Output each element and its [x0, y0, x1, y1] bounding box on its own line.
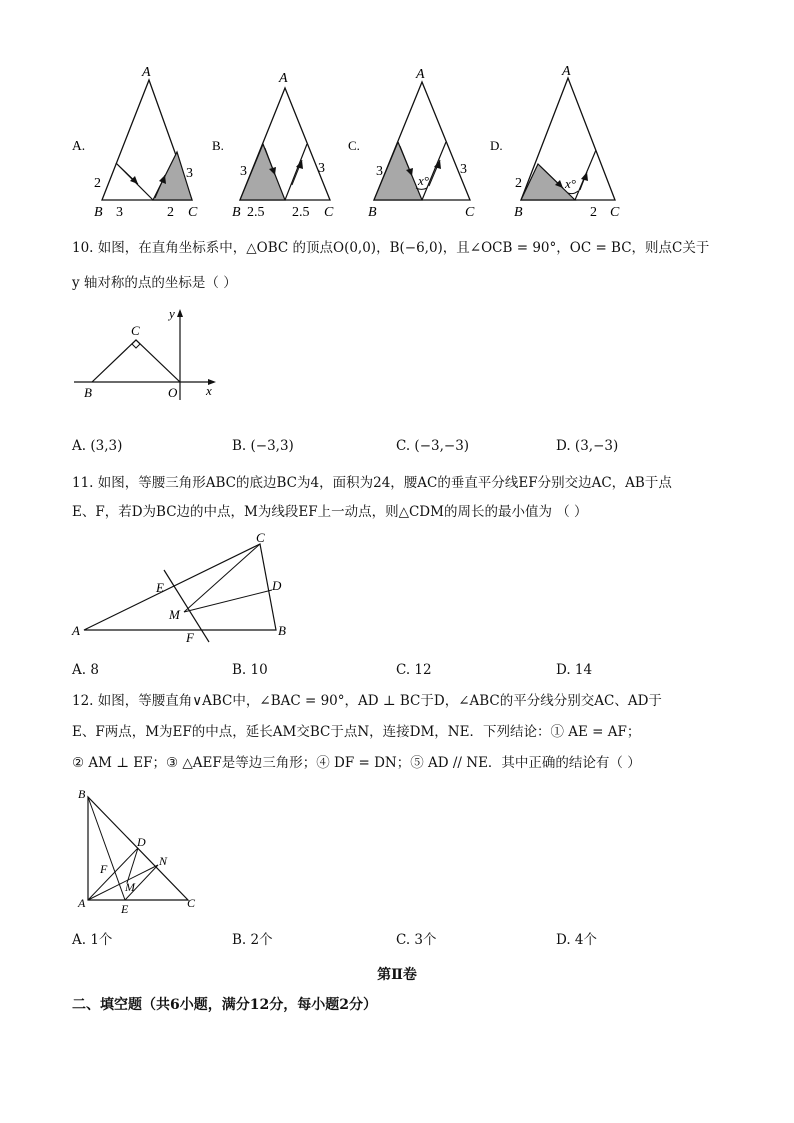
label-M: M: [125, 880, 135, 894]
label-len: 3: [460, 162, 467, 177]
q9-option-b-letter: B.: [212, 138, 224, 153]
label-C: C: [256, 532, 265, 545]
q11-option-d[interactable]: D. 14: [556, 662, 593, 678]
label-D: D: [137, 835, 146, 849]
label-len: 2: [590, 205, 597, 220]
q9-option-c-letter: C.: [348, 138, 360, 153]
q12-option-d[interactable]: D. 4个: [556, 932, 598, 948]
label-A: A: [78, 896, 86, 910]
q9-figure-c: [368, 67, 475, 220]
label-C: C: [187, 896, 196, 910]
q9-option-a-letter: A.: [72, 138, 86, 153]
q10-option-a[interactable]: A. (3,3): [72, 438, 123, 454]
q9-option-d-letter: D.: [490, 138, 503, 153]
q10-option-b[interactable]: B. (−3,3): [232, 438, 294, 454]
label-E: E: [156, 580, 164, 595]
part2-heading: 二、填空题（共6小题，满分12分，每小题2分）: [72, 997, 377, 1013]
label-x: x: [206, 383, 212, 398]
q12-stem-line2: E、F两点，M为EF的中点，延长AM交BC于点N，连接DM，NE．下列结论：① AE = AF；: [72, 724, 641, 740]
section-title: 第Ⅱ卷: [377, 967, 417, 983]
q12-option-b[interactable]: B. 2个: [232, 932, 273, 948]
q12-stem-line1: 12. 如图，等腰直角∨ABC中，∠BAC = 90°，AD ⊥ BC于D，∠ABC的平分线分别交AC、AD于: [72, 693, 662, 709]
label-C: C: [188, 205, 198, 220]
label-A: A: [142, 65, 151, 80]
label-C: C: [324, 205, 334, 220]
label-y: y: [169, 306, 175, 321]
label-len: 3: [318, 161, 325, 176]
label-B: B: [78, 787, 86, 801]
label-len: 3: [186, 166, 193, 181]
label-B: B: [94, 205, 103, 220]
label-len: 3: [240, 164, 247, 179]
q9-figure-a: [94, 65, 198, 220]
label-F: F: [100, 862, 108, 876]
q11-option-a[interactable]: A. 8: [72, 662, 99, 678]
q11-option-c[interactable]: C. 12: [396, 662, 432, 678]
q12-option-a[interactable]: A. 1个: [72, 932, 113, 948]
label-D: D: [272, 578, 282, 593]
q12-stem-line3: ② AM ⊥ EF；③ △AEF是等边三角形；④ DF = DN；⑤ AD // NE．其中正确的结论有（ ）: [72, 755, 641, 771]
label-C: C: [131, 323, 140, 338]
label-N: N: [159, 854, 168, 868]
q11-option-b[interactable]: B. 10: [232, 662, 268, 678]
label-F: F: [186, 630, 194, 645]
q9-figures: [60, 60, 700, 225]
label-M: M: [169, 607, 180, 622]
label-angle: x°: [418, 173, 429, 188]
q10-figure: [70, 305, 230, 405]
label-len: 3: [376, 164, 383, 179]
q12-option-c[interactable]: C. 3个: [396, 932, 437, 948]
label-len: 2: [515, 176, 522, 191]
label-len: 3: [116, 205, 123, 220]
label-C: C: [610, 205, 620, 220]
q12-figure: [70, 785, 210, 920]
label-A: A: [72, 623, 80, 638]
label-len: 2.5: [292, 205, 310, 220]
label-B: B: [368, 205, 377, 220]
q10-option-c[interactable]: C. (−3,−3): [396, 438, 470, 454]
q11-stem-line2: E、F，若D为BC边的中点，M为线段EF上一动点，则△CDM的周长的最小值为 （ ）: [72, 504, 588, 520]
q9-figure-d: [514, 64, 620, 220]
label-C: C: [465, 205, 475, 220]
label-A: A: [416, 67, 425, 82]
label-B: B: [84, 385, 92, 400]
label-angle: x°: [565, 176, 576, 191]
q11-stem-line1: 11. 如图，等腰三角形ABC的底边BC为4，面积为24，腰AC的垂直平分线EF分别交边AC，AB于点: [72, 475, 672, 491]
q9-figure-b: [232, 71, 334, 220]
label-O: O: [168, 385, 178, 400]
label-B: B: [514, 205, 523, 220]
label-B: B: [232, 205, 241, 220]
label-A: A: [279, 71, 288, 86]
q10-option-d[interactable]: D. (3,−3): [556, 438, 619, 454]
label-A: A: [562, 64, 571, 79]
q11-figure: [66, 532, 306, 647]
q10-stem-line2: y 轴对称的点的坐标是（ ）: [72, 275, 237, 291]
label-len: 2: [167, 205, 174, 220]
q10-stem-line1: 10. 如图，在直角坐标系中，△OBC 的顶点O(0,0)，B(−6,0)，且∠OCB = 90°，OC = BC，则点C关于: [72, 240, 710, 256]
label-len: 2.5: [247, 205, 265, 220]
label-E: E: [121, 902, 129, 916]
label-len: 2: [94, 176, 101, 191]
label-B: B: [278, 623, 286, 638]
